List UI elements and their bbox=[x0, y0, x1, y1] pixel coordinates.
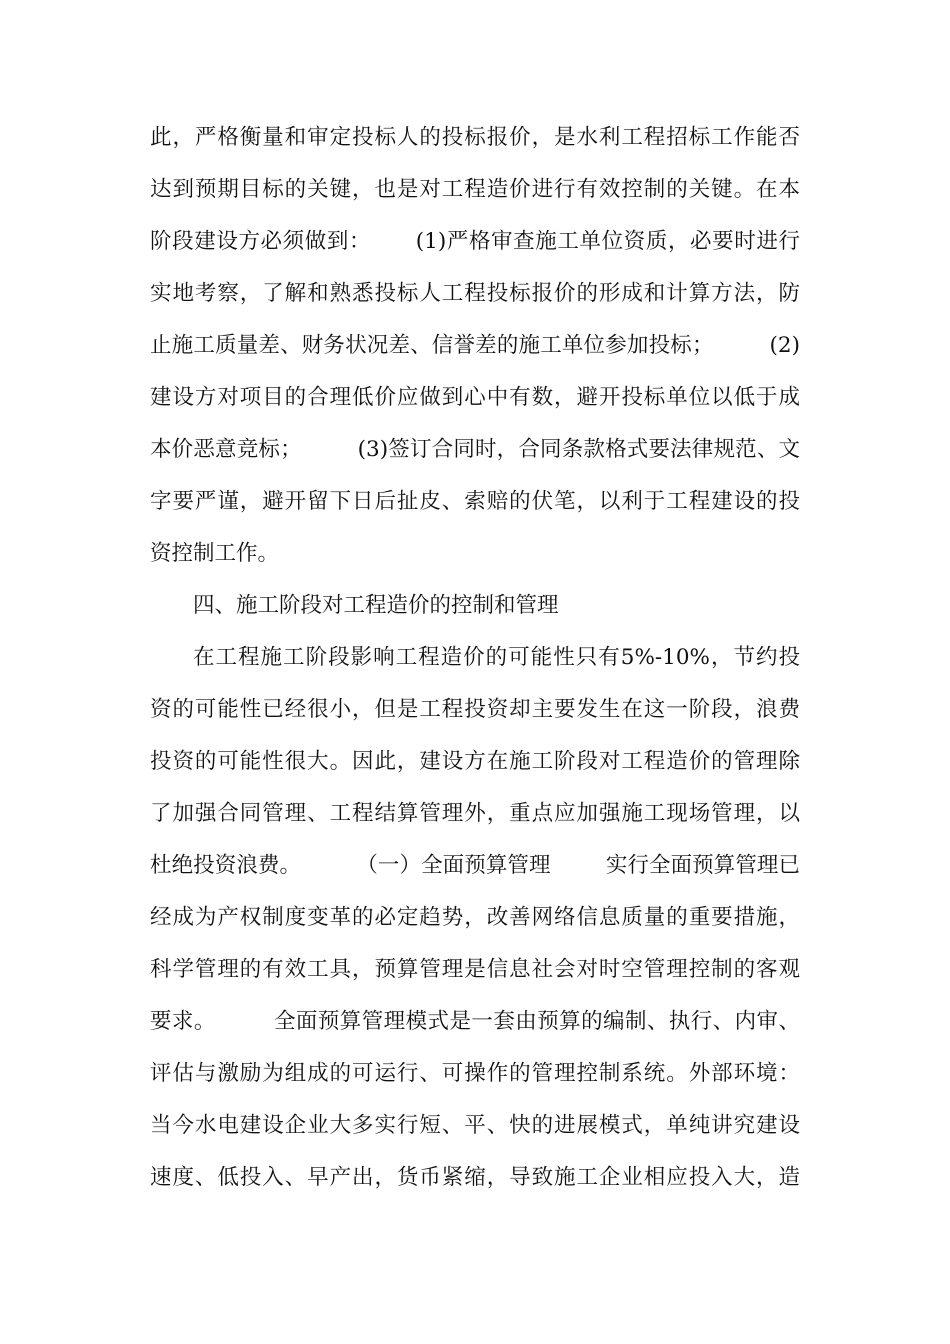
text-line: 投资的可能性很大。因此，建设方在施工阶段对工程造价的管理除 bbox=[150, 749, 800, 774]
text-line: 评估与激励为组成的可运行、可操作的管理控制系统。外部环境： bbox=[150, 1061, 800, 1086]
body-text bbox=[150, 112, 800, 1204]
text-line: 止施工质量差、财务状况差、信誉差的施工单位参加投标； (2) bbox=[150, 333, 800, 358]
section-heading: 四、施工阶段对工程造价的控制和管理 bbox=[193, 593, 559, 618]
text-line: 实地考察，了解和熟悉投标人工程投标报价的形成和计算方法，防 bbox=[150, 281, 800, 306]
text-line: 了加强合同管理、工程结算管理外，重点应加强施工现场管理，以 bbox=[150, 801, 800, 826]
text-line: 杜绝投资浪费。 （一）全面预算管理 实行全面预算管理已 bbox=[150, 853, 800, 878]
text-line: 经成为产权制度变革的必定趋势，改善网络信息质量的重要措施， bbox=[150, 905, 800, 930]
text-line: 本价恶意竞标； (3)签订合同时，合同条款格式要法律规范、文 bbox=[150, 437, 800, 462]
text-line: 资的可能性已经很小，但是工程投资却主要发生在这一阶段，浪费 bbox=[150, 697, 800, 722]
text-line: 资控制工作。 bbox=[150, 541, 280, 566]
text-line: 建设方对项目的合理低价应做到心中有数，避开投标单位以低于成 bbox=[150, 385, 800, 410]
text-line: 此，严格衡量和审定投标人的投标报价，是水利工程招标工作能否 bbox=[150, 125, 800, 150]
text-line: 当今水电建设企业大多实行短、平、快的进展模式，单纯讲究建设 bbox=[150, 1113, 800, 1138]
text-line: 科学管理的有效工具，预算管理是信息社会对时空管理控制的客观 bbox=[150, 957, 800, 982]
text-line: 要求。 全面预算管理模式是一套由预算的编制、执行、内审、 bbox=[150, 1009, 800, 1034]
text-line: 阶段建设方必须做到： (1)严格审查施工单位资质，必要时进行 bbox=[150, 229, 800, 254]
text-line: 速度、低投入、早产出，货币紧缩，导致施工企业相应投入大，造 bbox=[150, 1165, 800, 1190]
text-line: 在工程施工阶段影响工程造价的可能性只有5%-10%，节约投 bbox=[193, 645, 800, 670]
text-line: 字要严谨，避开留下日后扯皮、索赔的伏笔，以利于工程建设的投 bbox=[150, 489, 800, 514]
text-line: 达到预期目标的关键，也是对工程造价进行有效控制的关键。在本 bbox=[150, 177, 800, 202]
